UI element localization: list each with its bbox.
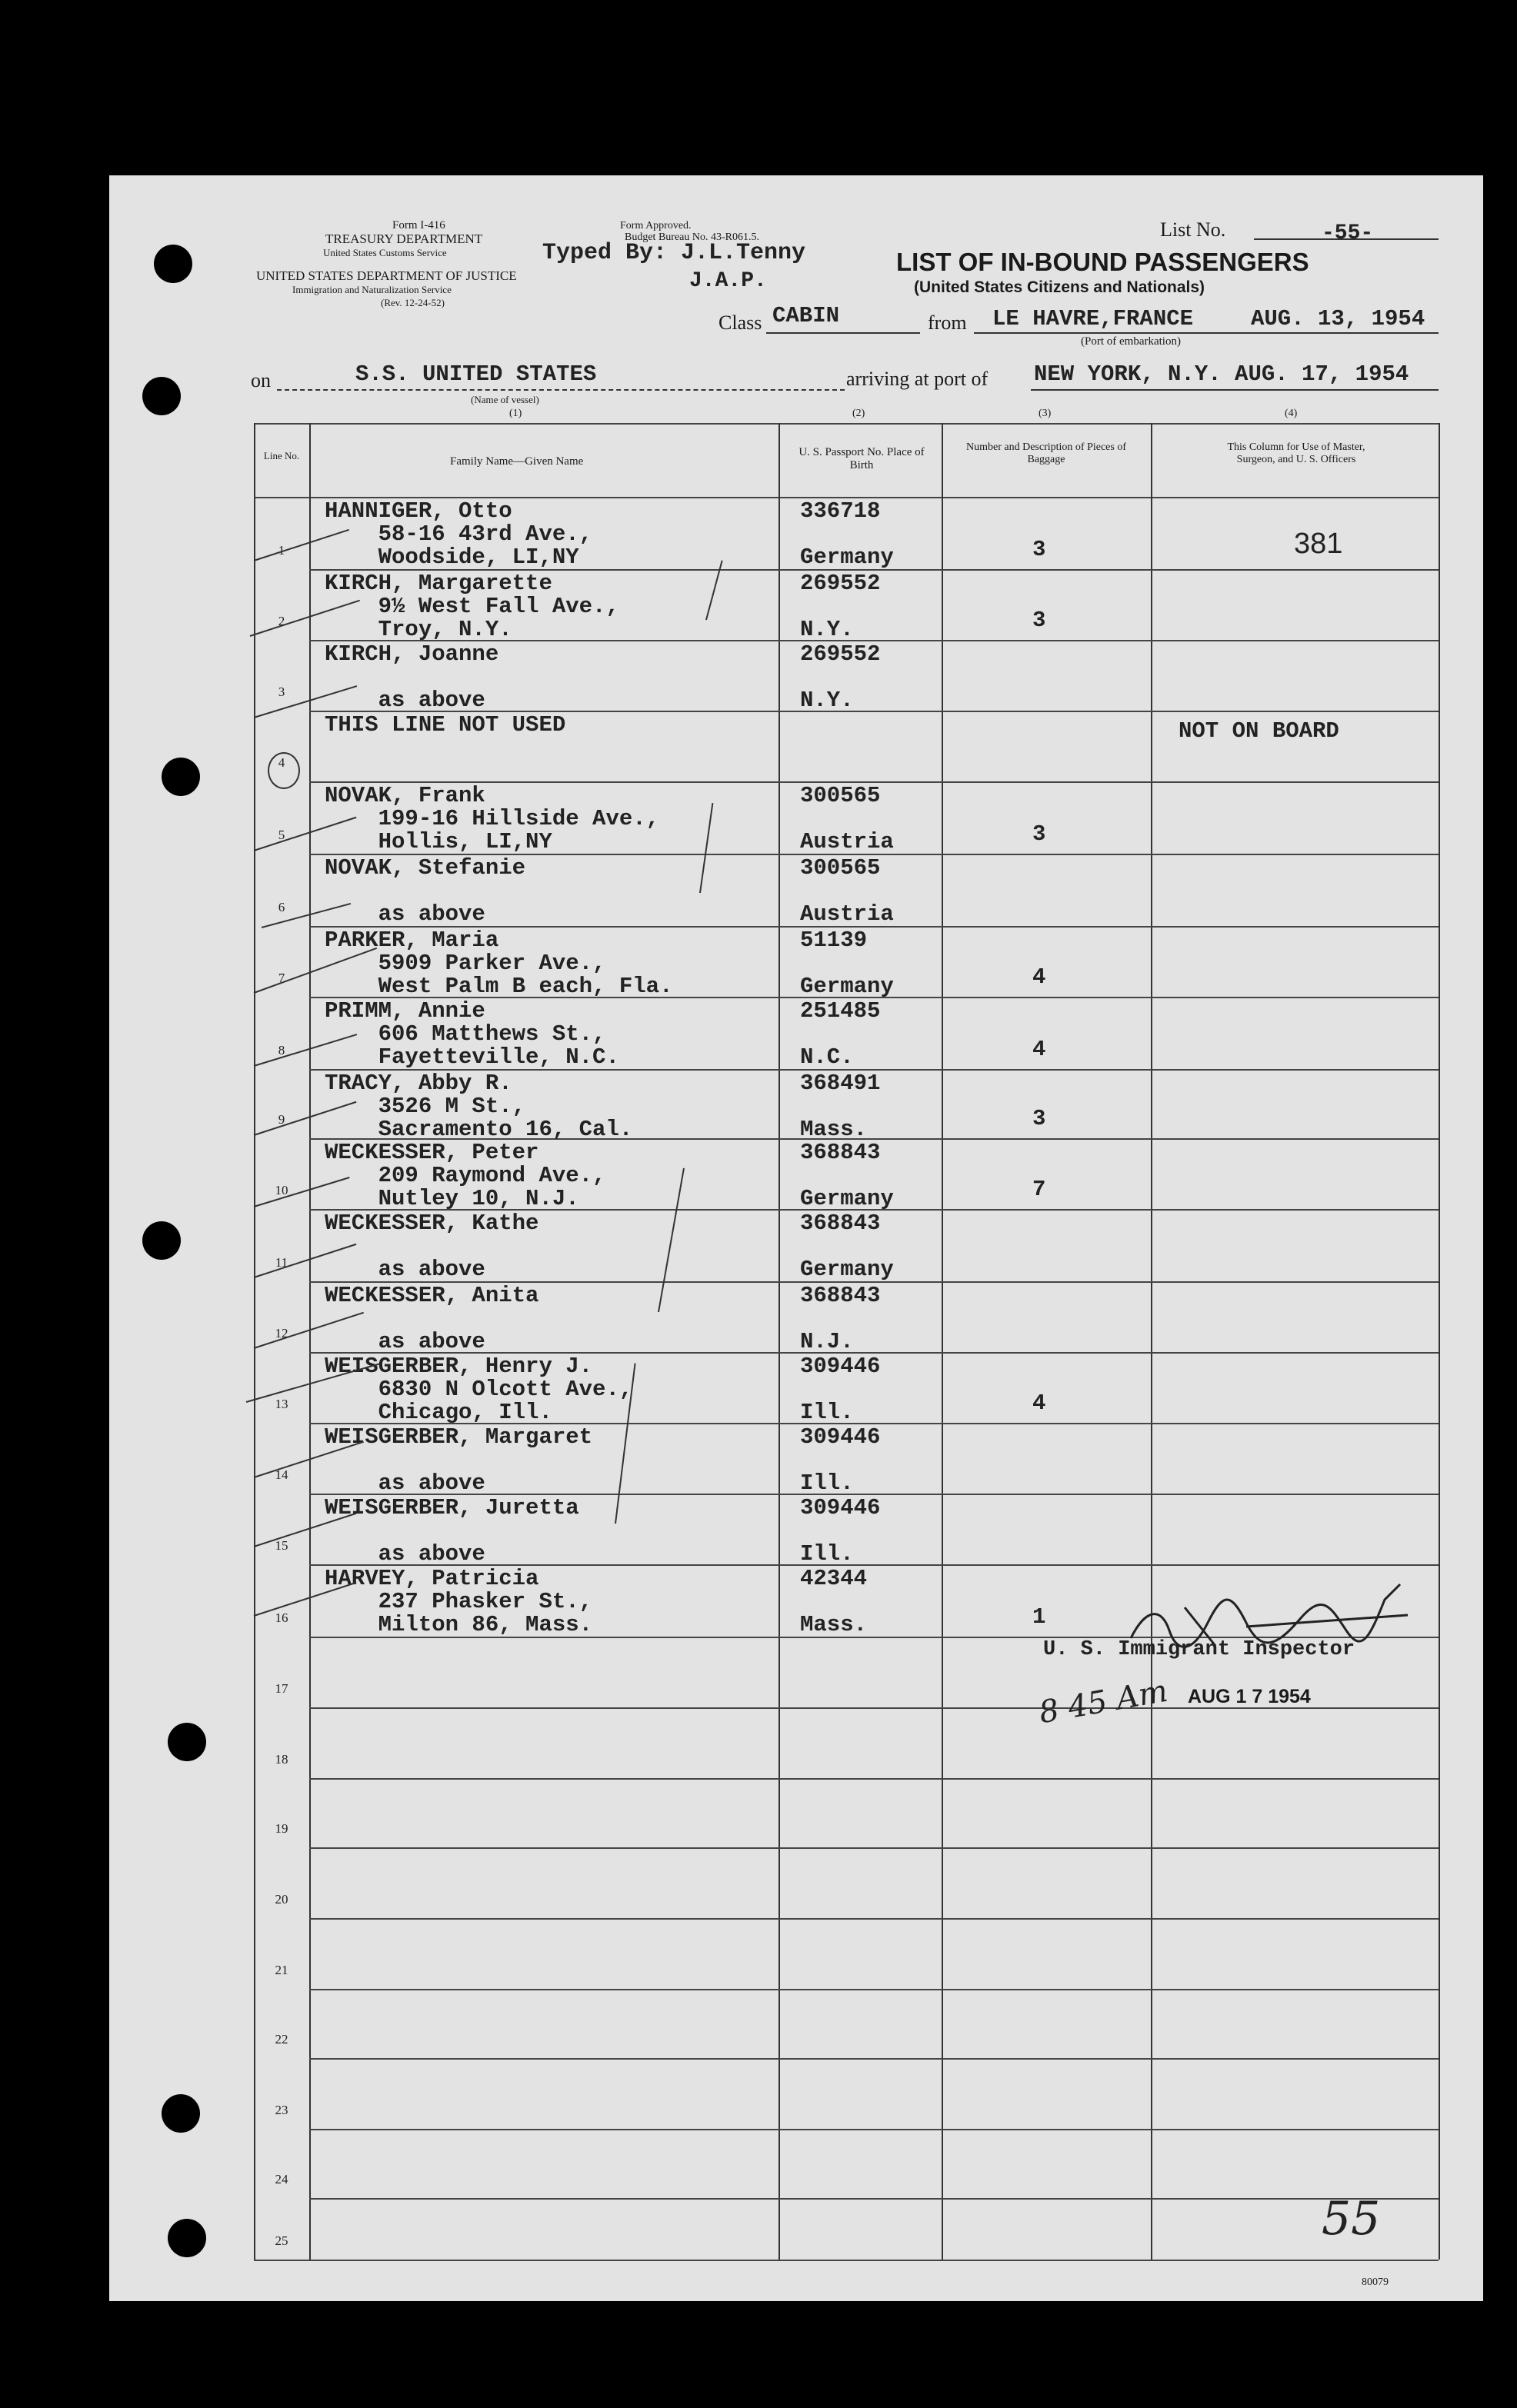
line-number: 9 (278, 1112, 285, 1127)
punch-hole (168, 1723, 206, 1761)
line-number: 12 (275, 1326, 288, 1341)
passenger-name-address: PARKER, Maria 5909 Parker Ave., West Palm B each, Fla. (325, 928, 673, 999)
passenger-name-address: NOVAK, Stefanie as above (325, 855, 526, 927)
baggage-count: 7 (1032, 1177, 1046, 1202)
passport-birthplace: 251485 N.C. (800, 998, 881, 1070)
embark-port: LE HAVRE,FRANCE (992, 306, 1194, 331)
line-number: 15 (275, 1538, 288, 1553)
line-number: 17 (275, 1681, 288, 1696)
baggage-count: 3 (1032, 1106, 1046, 1131)
line-number: 8 (278, 1043, 285, 1057)
justice-dept: UNITED STATES DEPARTMENT OF JUSTICE (256, 268, 517, 283)
col-num-4: (4) (1285, 408, 1298, 419)
passport-birthplace: 269552 N.Y. (800, 641, 881, 713)
header-baggage: Number and Description of Pieces of Baggage (966, 441, 1126, 465)
from-label: from (928, 311, 967, 334)
line-number: 23 (275, 2103, 288, 2117)
baggage-count: 3 (1032, 821, 1046, 847)
typed-by: Typed By: J.L.Tenny (542, 240, 806, 266)
official-use-note: NOT ON BOARD (1179, 718, 1339, 744)
line-number: 14 (275, 1467, 288, 1482)
line-number: 22 (275, 2032, 288, 2047)
header-line-no: Line No. (263, 450, 300, 461)
page-note: 55 (1322, 2192, 1381, 2246)
arrival-port-date: NEW YORK, N.Y. AUG. 17, 1954 (1034, 361, 1409, 387)
line-number: 24 (275, 2172, 288, 2187)
line-number: 1 (278, 543, 285, 558)
line-number: 25 (275, 2233, 288, 2248)
list-number: -55- (1322, 221, 1374, 245)
passport-birthplace: 269552 N.Y. (800, 571, 881, 642)
baggage-count: 3 (1032, 608, 1046, 633)
inspector-stamp: U. S. Immigrant Inspector (1043, 1638, 1355, 1661)
punch-hole (162, 2094, 200, 2133)
passenger-name-address: HARVEY, Patricia 237 Phasker St., Milton 86, Mass. (325, 1566, 593, 1637)
passenger-name-address: WEISGERBER, Henry J. 6830 N Olcott Ave., Chicago, Ill. (325, 1354, 633, 1425)
line-number: 2 (278, 614, 285, 628)
on-label: on (251, 369, 271, 391)
line-number: 6 (278, 900, 285, 914)
line-number: 13 (275, 1397, 288, 1411)
baggage-count: 4 (1032, 1037, 1046, 1062)
passenger-name-address: WEISGERBER, Margaret as above (325, 1424, 593, 1496)
passport-birthplace: 368843 Germany (800, 1140, 894, 1211)
punch-hole (162, 758, 200, 796)
customs-service: United States Customs Service (323, 247, 447, 258)
form-subtitle: (United States Citizens and Nationals) (914, 278, 1205, 296)
line-number: 10 (275, 1183, 288, 1197)
stamp-date: AUG 1 7 1954 (1188, 1686, 1311, 1707)
passenger-name-address: WECKESSER, Peter 209 Raymond Ave., Nutley 10, N.J. (325, 1140, 606, 1211)
punch-hole (168, 2219, 206, 2257)
baggage-count: 4 (1032, 1391, 1046, 1416)
passenger-name-address: PRIMM, Annie 606 Matthews St., Fayetteville, N.C. (325, 998, 619, 1070)
passenger-name-address: KIRCH, Margarette 9½ West Fall Ave., Troy, N.Y. (325, 571, 619, 642)
line-number: 16 (275, 1610, 288, 1625)
passport-birthplace: 42344 Mass. (800, 1566, 868, 1637)
budget-bureau: Budget Bureau No. 43-R061.5. (625, 231, 759, 243)
class-label: Class (718, 311, 762, 334)
document-page (109, 175, 1483, 2301)
inspector-signature (1123, 1577, 1431, 1661)
port-embark-note: (Port of embarkation) (1081, 335, 1181, 348)
baggage-count: 4 (1032, 964, 1046, 990)
passenger-name-address: WEISGERBER, Juretta as above (325, 1495, 579, 1567)
col-num-1: (1) (509, 408, 522, 419)
form-number: Form I-416 (392, 219, 445, 231)
form-title: LIST OF IN-BOUND PASSENGERS (896, 248, 1309, 276)
form-approved: Form Approved. (620, 220, 692, 231)
vessel-note: (Name of vessel) (471, 394, 539, 405)
circle-mark (268, 752, 300, 789)
passport-birthplace: 309446 Ill. (800, 1424, 881, 1496)
header-name: Family Name—Given Name (450, 455, 584, 468)
line-number: 5 (278, 828, 285, 842)
passport-birthplace: 368491 Mass. (800, 1071, 881, 1142)
passenger-name-address: NOVAK, Frank 199-16 Hillside Ave., Hollis, LI,NY (325, 783, 660, 854)
header-passport: U. S. Passport No. Place of Birth (799, 446, 925, 471)
passenger-name-address: WECKESSER, Anita as above (325, 1283, 539, 1354)
embark-date: AUG. 13, 1954 (1251, 306, 1425, 331)
line-number: 19 (275, 1821, 288, 1836)
passport-birthplace: 300565 Austria (800, 855, 894, 927)
passenger-name-address: HANNIGER, Otto 58-16 43rd Ave., Woodside, LI,NY (325, 498, 593, 570)
passport-birthplace: 300565 Austria (800, 783, 894, 854)
ins-service: Immigration and Naturalization Service (292, 284, 452, 295)
footer-code: 80079 (1362, 2276, 1389, 2288)
line-number: 7 (278, 971, 285, 985)
punch-hole (142, 1221, 181, 1260)
header-official-use: This Column for Use of Master, Surgeon, and U. S. Officers (1227, 441, 1365, 465)
form-revision: (Rev. 12-24-52) (381, 297, 445, 308)
line-number: 3 (278, 684, 285, 699)
col-num-2: (2) (852, 408, 865, 419)
list-number-label: List No. (1160, 218, 1226, 241)
line-number: 21 (275, 1963, 288, 1977)
typed-initials: J.A.P. (689, 269, 767, 293)
col-num-3: (3) (1039, 408, 1052, 419)
passport-birthplace: 336718 Germany (800, 498, 894, 570)
passport-birthplace: 309446 Ill. (800, 1495, 881, 1567)
passport-birthplace: 309446 Ill. (800, 1354, 881, 1425)
passenger-name-address: THIS LINE NOT USED (325, 712, 566, 738)
vessel-name: S.S. UNITED STATES (355, 361, 597, 387)
line-number: 18 (275, 1752, 288, 1767)
baggage-count: 3 (1032, 537, 1046, 562)
passport-birthplace: 368843 N.J. (800, 1283, 881, 1354)
passenger-name-address: TRACY, Abby R. 3526 M St., Sacramento 16, Cal. (325, 1071, 633, 1142)
time-note: 8 45 Am (1036, 1673, 1171, 1731)
treasury-dept: TREASURY DEPARTMENT (325, 231, 483, 246)
punch-hole (154, 245, 192, 283)
passport-birthplace: 368843 Germany (800, 1211, 894, 1282)
passport-birthplace: 51139 Germany (800, 928, 894, 999)
baggage-count: 1 (1032, 1604, 1046, 1630)
passenger-name-address: WECKESSER, Kathe as above (325, 1211, 539, 1282)
official-use-note: 381 (1294, 528, 1343, 560)
passenger-name-address: KIRCH, Joanne as above (325, 641, 499, 713)
line-number: 11 (275, 1255, 288, 1270)
line-number: 20 (275, 1892, 288, 1907)
punch-hole (142, 377, 181, 415)
line-number: 4 (278, 755, 285, 770)
class-value: CABIN (772, 303, 840, 328)
arriving-label: arriving at port of (846, 368, 989, 390)
